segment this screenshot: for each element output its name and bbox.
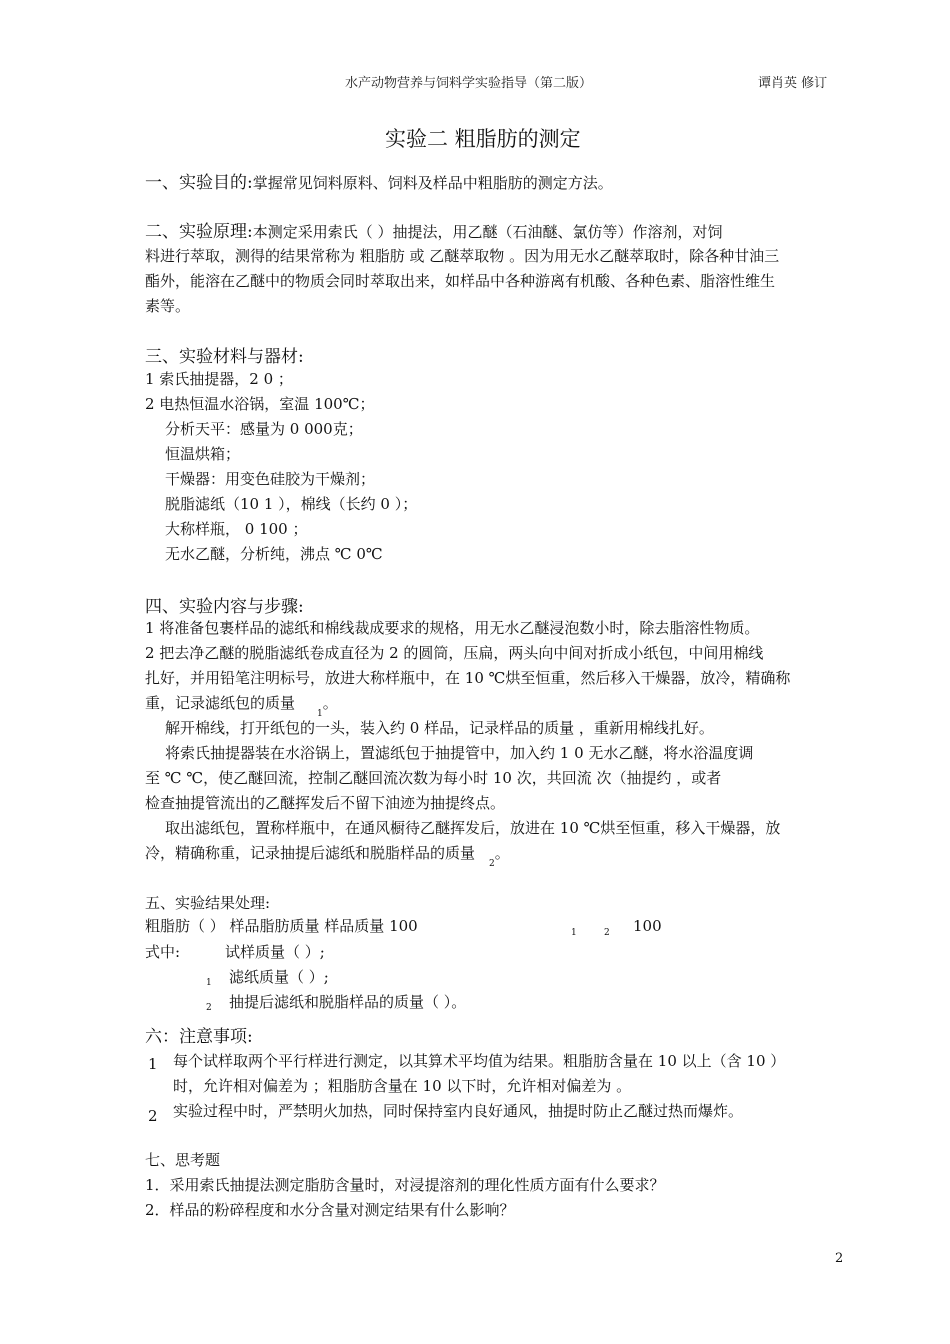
formula-def-1: 滤纸质量（ ）; [229, 968, 329, 986]
section-1-heading: 一、实验目的: [145, 173, 253, 193]
note-1-line-1: 每个试样取两个平行样进行测定，以其算术平均值为结果。粗脂肪含量在 10 以上（含 10 ） [173, 1052, 786, 1070]
question-2: 2．样品的粉碎程度和水分含量对测定结果有什么影响？ [145, 1201, 515, 1219]
formula-def-2-subscript: 2 [206, 1003, 212, 1013]
section-2-line-1 [145, 217, 723, 245]
note-number-1: 1 [148, 1055, 158, 1073]
step-line: 扎好，并用铅笔注明标号，放进大称样瓶中，在 10 ℃烘至恒重，然后移入干燥器，放冷，精确称 [145, 669, 791, 687]
step-end: 。 [494, 844, 510, 862]
formula-def-0: 试样质量（ ）; [225, 943, 325, 961]
section-2-heading: 二、实验原理: [145, 222, 253, 242]
formula-where: 式中: [145, 943, 181, 961]
step-line: 1 将准备包裹样品的滤纸和棉线裁成要求的规格，用无水乙醚浸泡数小时，除去脂溶性物质。 [145, 619, 760, 637]
formula-subscript-1: 1 [571, 928, 577, 938]
section-1 [145, 168, 613, 196]
step-text: 重，记录滤纸包的质量 [145, 694, 296, 712]
material-item: 无水乙醚，分析纯，沸点 ℃ 0℃ [165, 545, 383, 563]
section-7-heading: 七、思考题 [145, 1151, 221, 1169]
material-item: 干燥器：用变色硅胶为干燥剂； [165, 470, 376, 488]
step-end: 。 [322, 694, 338, 712]
step-text: 冷，精确称重，记录抽提后滤纸和脱脂样品的质量 [145, 844, 476, 862]
section-5-heading: 五、实验结果处理: [145, 894, 271, 912]
step-line: 将索氏抽提器装在水浴锅上，置滤纸包于抽提管中，加入约 1 0 无水乙醚，将水浴温度调 [165, 744, 754, 762]
step-line: 至 ℃ ℃，使乙醚回流，控制乙醚回流次数为每小时 10 次，共回流 次（抽提约 ，或者 [145, 769, 722, 787]
formula-def-2: 抽提后滤纸和脱脂样品的质量（ ）。 [229, 993, 467, 1011]
section-2-line-3: 酯外，能溶在乙醚中的物质会同时萃取出来，如样品中各种游离有机酸、各种色素、脂溶性维生 [145, 272, 776, 290]
formula-subscript-2: 2 [604, 928, 610, 938]
step-line: 解开棉线，打开纸包的一头，装入约 0 样品，记录样品的质量 ，重新用棉线扎好。 [165, 719, 714, 737]
section-1-text: 掌握常见饲料原料、饲料及样品中粗脂肪的测定方法。 [252, 174, 613, 192]
material-item: 脱脂滤纸（10 1 ），棉线（长约 0 ）； [165, 495, 418, 513]
section-3-heading: 三、实验材料与器材: [145, 347, 304, 367]
question-1: 1．采用索氏抽提法测定脂肪含量时，对浸提溶剂的理化性质方面有什么要求？ [145, 1176, 665, 1194]
formula-right: 100 [633, 917, 662, 935]
note-number-2: 2 [148, 1107, 158, 1125]
section-6-heading: 六：注意事项: [145, 1027, 253, 1047]
subscript: 1 [317, 709, 323, 719]
material-item: 1 索氏抽提器，2 0 ； [145, 370, 293, 388]
material-item: 大称样瓶， 0 100 ； [165, 520, 308, 538]
material-item: 恒温烘箱； [165, 445, 241, 463]
step-line: 检查抽提管流出的乙醚挥发后不留下油迹为抽提终点。 [145, 794, 506, 812]
material-item: 分析天平：感量为 0 000克； [165, 420, 363, 438]
section-2-line-4: 素等。 [145, 297, 191, 315]
section-4-heading: 四、实验内容与步骤: [145, 597, 304, 617]
step-line: 取出滤纸包，置称样瓶中，在通风橱待乙醚挥发后，放进在 10 ℃烘至恒重，移入干燥器，放 [165, 819, 781, 837]
step-line: 2 把去净乙醚的脱脂滤纸卷成直径为 2 的圆筒，压扁，两头向中间对折成小纸包，中间用棉线 [145, 644, 764, 662]
note-1-line-2: 时，允许相对偏差为 ；粗脂肪含量在 10 以下时，允许相对偏差为 。 [173, 1077, 632, 1095]
page-title: 实验二 粗脂肪的测定 [385, 127, 581, 151]
running-header-title: 水产动物营养与饲料学实验指导（第二版） [345, 76, 593, 91]
running-header-reviser: 谭肖英 修订 [758, 76, 828, 91]
section-2-text-1: 本测定采用索氏（ ）抽提法，用乙醚（石油醚、氯仿等）作溶剂，对饲 [252, 223, 723, 241]
formula-left: 粗脂肪（ ） 样品脂肪质量 样品质量 100 [145, 917, 418, 935]
step-line [145, 840, 510, 869]
subscript: 2 [489, 859, 495, 869]
material-item: 2 电热恒温水浴锅，室温 100℃； [145, 395, 375, 413]
section-2-line-2: 料进行萃取，测得的结果常称为 粗脂肪 或 乙醚萃取物 。因为用无水乙醚萃取时，除各种甘油三 [145, 247, 780, 265]
page-number: 2 [835, 1251, 844, 1266]
note-2-line-1: 实验过程中时，严禁明火加热，同时保持室内良好通风，抽提时防止乙醚过热而爆炸。 [173, 1102, 744, 1120]
formula-def-1-subscript: 1 [206, 978, 212, 988]
